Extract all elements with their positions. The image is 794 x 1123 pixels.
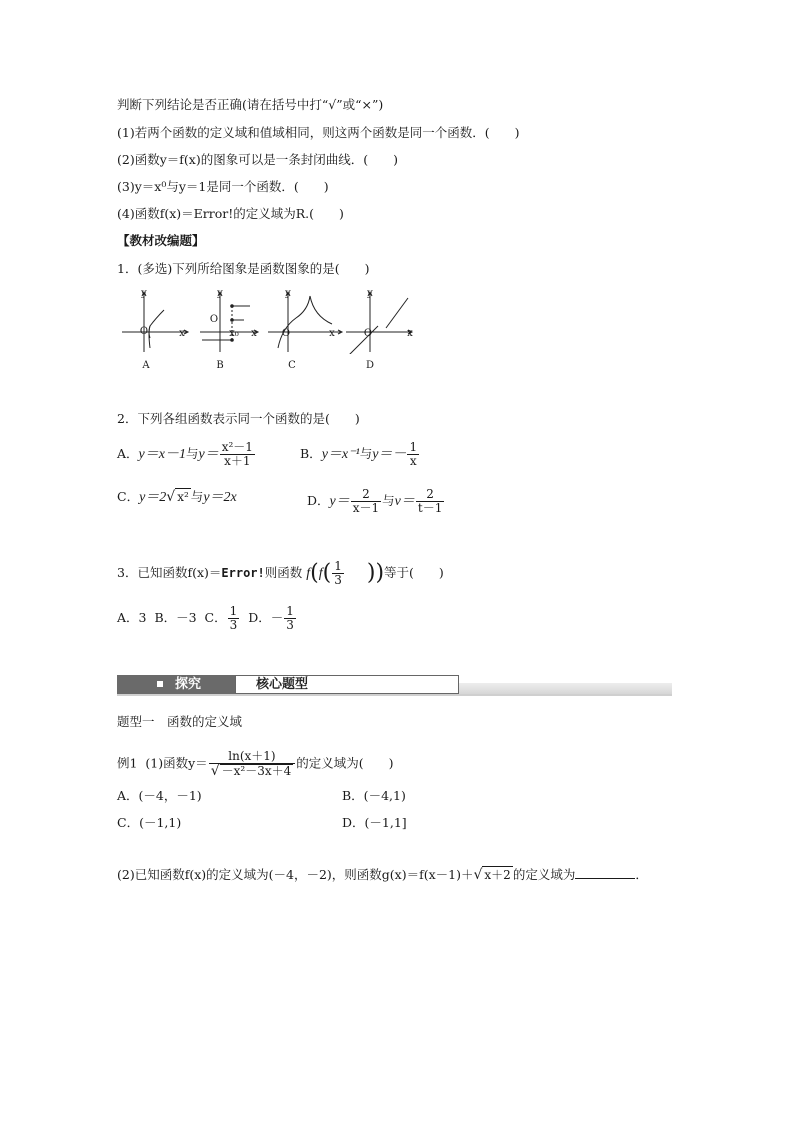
q3-option-c: $\frac{1}{3}$ <box>229 604 238 632</box>
q2-option-a: A．y＝x－1与y＝ $\frac{\text{x²－1}}{x+1}$ <box>117 440 253 468</box>
graph-b-y-label: y <box>217 288 223 299</box>
graph-a <box>120 288 190 354</box>
graph-b-x0-label: x₀ <box>229 328 239 339</box>
graph-a-y-label: y <box>141 288 147 299</box>
q2-stem: 2．下列各组函数表示同一个函数的是( ) <box>117 411 360 426</box>
banner-base-line <box>117 694 672 696</box>
judge-item-4: (4)函数f(x)＝Error!的定义域为R.( ) <box>117 206 344 221</box>
graph-d-label: D <box>365 360 375 371</box>
type1-heading: 题型一 函数的定义域 <box>117 714 243 729</box>
example1-option-b: B．(－4,1) <box>342 788 406 803</box>
section-banner <box>117 675 672 695</box>
sqrt-icon: √ <box>166 489 176 505</box>
q3-options: A．3 B．－3 C． $\frac{1}{3}$ D．－ $\frac{1}{3}$ <box>117 604 294 632</box>
graph-a-origin-label: O <box>139 326 149 337</box>
sqrt-icon: √ <box>473 867 483 883</box>
judge-item-3: (3)y＝x⁰与y＝1是同一个函数．( ) <box>117 179 329 194</box>
judge-item-2: (2)函数y＝f(x)的图象可以是一条封闭曲线．( ) <box>117 152 398 167</box>
graph-b-origin-label: O <box>209 314 219 325</box>
graph-a-x-label: x <box>179 328 185 339</box>
graph-c-origin-label: O <box>281 328 291 339</box>
q3-option-d: $\frac{1}{3}$ <box>286 604 294 632</box>
judge-heading: 判断下列结论是否正确(请在括号中打“√”或“×”) <box>117 97 384 112</box>
q3-option-a: A．3 <box>117 610 147 625</box>
example1-q1: 例1 (1)函数y＝ $\frac{\ln(x+1)}{\text{√ －x²－3x＋4}}$ 的定义域为( ) <box>117 749 394 779</box>
example1-option-a: A．(－4，－1) <box>117 788 202 803</box>
graph-c-y-label: y <box>285 288 291 299</box>
q2-a-fraction: $\frac{\text{x²－1}}{x+1}$ <box>221 440 253 468</box>
q2-option-d: D．y＝ $\frac{2}{x-1}$ 与v＝ $\frac{2}{t-1}$ <box>307 487 443 515</box>
example1-q2: (2)已知函数f(x)的定义域为(－4，－2)，则函数g(x)＝f(x－1)＋√ x＋2 的定义域为 ． <box>117 867 648 883</box>
banner-light-tab: 核心题型 <box>235 675 459 694</box>
example1-option-c: C．(－1,1) <box>117 815 182 830</box>
graph-b-x-label: x <box>251 328 257 339</box>
example1-fraction: $\frac{\ln(x+1)}{\text{√ －x²－3x＋4}}$ <box>209 750 296 778</box>
graph-a-label: A <box>142 360 150 371</box>
q3-stem: 3．已知函数f(x)＝Error!则函数 f(f( $\frac{1}{3}$ ))等于( ) <box>117 559 444 587</box>
graph-d-origin-label: O <box>363 328 373 339</box>
q3-option-b: B．－3 <box>154 610 197 625</box>
sqrt-icon: √ <box>210 763 220 779</box>
square-bullet-icon <box>157 681 163 687</box>
example1-option-d: D．(－1,1] <box>342 815 407 830</box>
graph-d-x-label: x <box>407 328 413 339</box>
answer-blank[interactable] <box>575 878 635 879</box>
banner-dark-tab: 探究 <box>117 675 235 694</box>
graph-d-y-label: y <box>367 288 373 299</box>
q2-b-fraction: $\frac{1}{x}$ <box>409 440 418 468</box>
q2-option-b: B．y＝x⁻¹与y＝－ $\frac{1}{x}$ <box>300 440 418 468</box>
graph-b-label: B <box>216 360 224 371</box>
graph-c-label: C <box>288 360 296 371</box>
q2-option-c: C．y＝2√ x² 与y＝2x <box>117 489 237 505</box>
q1-stem: 1．(多选)下列所给图象是函数图象的是( ) <box>117 261 370 276</box>
judge-item-1: (1)若两个函数的定义域和值域相同，则这两个函数是同一个函数．( ) <box>117 125 520 140</box>
graph-d <box>344 288 416 354</box>
graph-c-x-label: x <box>329 328 335 339</box>
textbook-tag: 【教材改编题】 <box>117 233 205 248</box>
